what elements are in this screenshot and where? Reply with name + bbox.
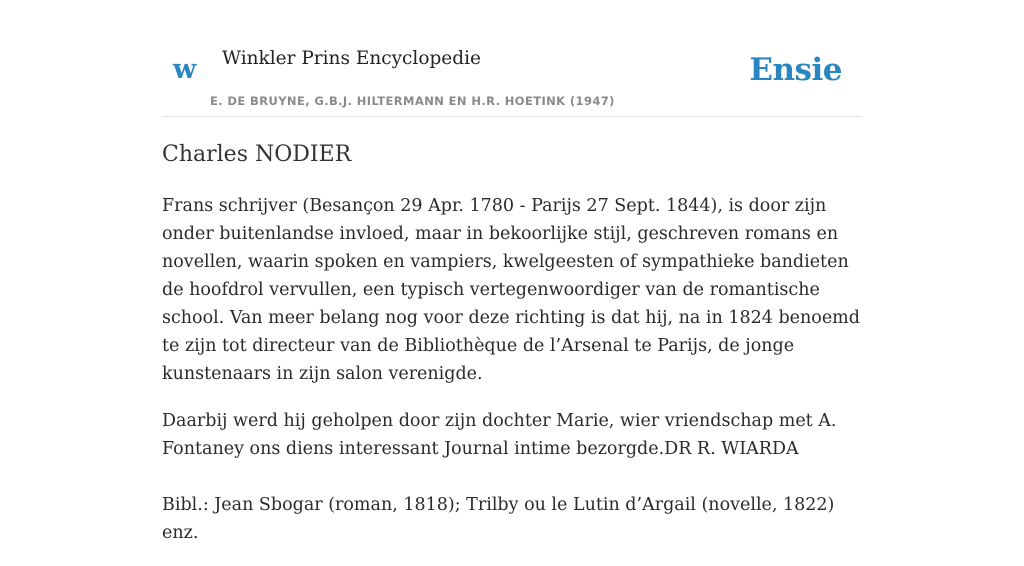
ensie-logo[interactable]: Ensie: [749, 52, 842, 88]
article-body: [162, 192, 862, 566]
source-title[interactable]: Winkler Prins Encyclopedie: [222, 48, 481, 69]
article-paragraph: Frans schrijver (Besançon 29 Apr. 1780 - Parijs 27 Sept. 1844), is door zijn onder buitenlandse invloed, maar in bekoorlijke stijl, geschreven romans en novellen, waarin spoken en vampiers, kwelgeesten of sympathieke bandieten de hoofdrol vervullen, een typisch vertegenwoordiger van de romantische school. Van meer belang nog voor deze richting is dat hij, na in 1824 benoemd te zijn tot directeur van de Bibliothèque de l’Arsenal te Parijs, de jonge kunstenaars in zijn salon verenigde.: [162, 196, 860, 384]
source-authors: E. DE BRUYNE, G.B.J. HILTERMANN EN H.R. HOETINK (1947): [210, 94, 615, 108]
bibliography-paragraph: Bibl.: Jean Sbogar (roman, 1818); Trilby ou le Lutin d’Argail (novelle, 1822) enz.: [162, 495, 835, 543]
header: [162, 0, 862, 117]
article-paragraph: Daarbij werd hij geholpen door zijn dochter Marie, wier vriendschap met A. Fontaney ons diens interessant Journal intime bezorgde.DR R. WIARDA: [162, 411, 837, 459]
page: [162, 0, 862, 543]
article-title: Charles NODIER: [162, 142, 352, 167]
winkler-prins-logo[interactable]: w: [173, 54, 197, 85]
